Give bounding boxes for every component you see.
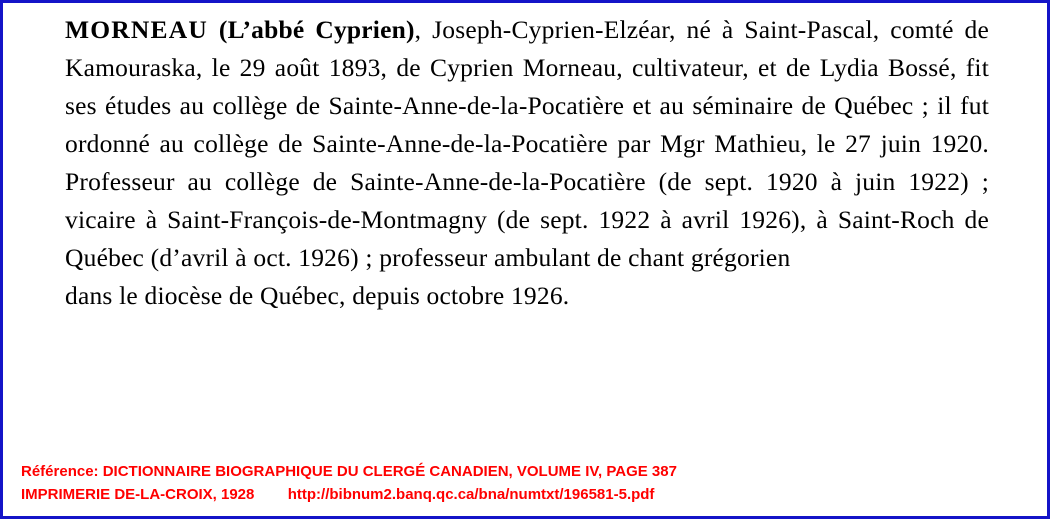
reference-line-1: Référence: DICTIONNAIRE BIOGRAPHIQUE DU CLERGÉ CANADIEN, VOLUME IV, PAGE 387	[21, 463, 677, 480]
reference-imprint: IMPRIMERIE DE-LA-CROIX, 1928	[21, 486, 255, 503]
biography-entry	[3, 3, 1047, 315]
entry-last-line: dans le diocèse de Québec, depuis octobre 1926.	[65, 281, 570, 310]
reference-block	[21, 460, 1029, 506]
entry-headword-qualifier: (L’abbé Cyprien)	[218, 15, 415, 44]
reference-url-link[interactable]: http://bibnum2.banq.qc.ca/bna/numtxt/196581-5.pdf	[287, 486, 655, 503]
entry-text: , Joseph-Cyprien-Elzéar, né à Saint-Pascal, comté de Kamouraska, le 29 août 1893, de Cyprien Morneau, cultivateur, et de Lydia Bossé, fit ses études au collège de Sainte-Anne-de-la-Pocatière et au séminaire de Québec ; il fut ordonné au collège de Sainte-Anne-de-la-Pocatière par Mgr Mathieu, le 27 juin 1920. Professeur au collège de Sainte-Anne-de-la-Pocatière (de sept. 1920 à juin 1922) ; vicaire à Saint-François-de-Montmagny (de sept. 1922 à avril 1926), à Saint-Roch de Québec (d’avril à oct. 1926) ; professeur ambulant de chant grégorien	[65, 15, 989, 272]
reference-line-2	[21, 483, 1029, 506]
entry-headword: MORNEAU	[65, 15, 208, 44]
entry-paragraph	[65, 11, 989, 315]
